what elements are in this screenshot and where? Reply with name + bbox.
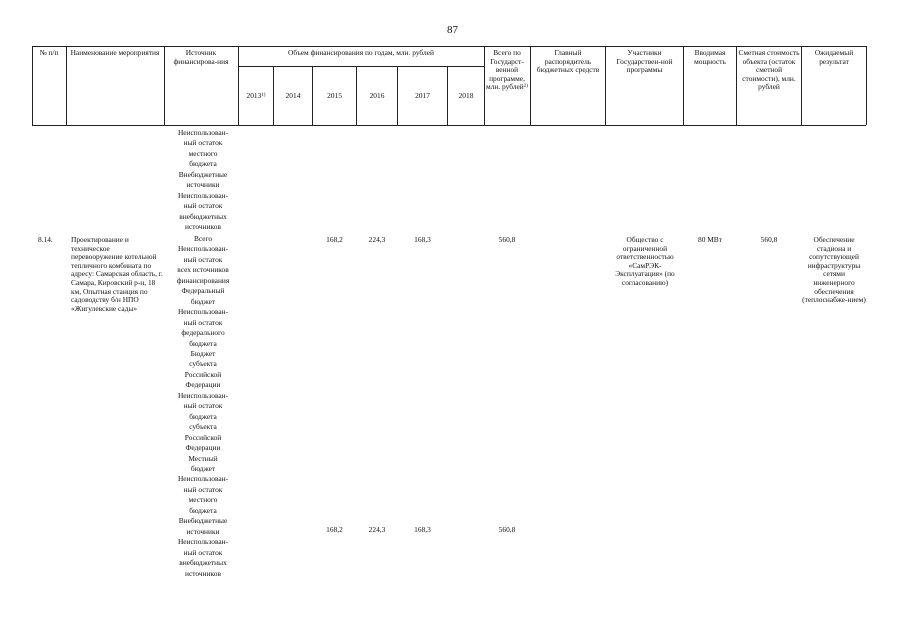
header-divider — [164, 46, 165, 125]
header-top-rule — [32, 46, 866, 47]
source-line: финансирования — [176, 275, 230, 285]
header-divider — [801, 46, 802, 125]
source-line: бюджета — [189, 411, 217, 421]
source-line: бюджета — [189, 338, 217, 348]
source-line: источников — [185, 222, 221, 232]
source-line: бюджет — [190, 296, 216, 306]
header-year-2013: 2013$^{1)}$ — [246, 91, 266, 100]
header-divider — [238, 46, 239, 125]
source-line: Неиспользован- — [177, 307, 229, 317]
source-line: федерального — [181, 328, 225, 338]
header-divider — [530, 46, 531, 125]
header-funding-group: Объем финансирования по годам, млн. рублей — [288, 48, 434, 57]
header-total: Всего по Государст-венной программе, млн. рублей$^{2)}$ — [486, 48, 528, 92]
header-year-2018: 2018 — [458, 91, 474, 100]
page-number: 87 — [447, 24, 458, 36]
value-extrabudget-total: 560,8 — [498, 525, 516, 534]
source-line: Внебюджетные — [178, 169, 228, 179]
header-estimate: Сметная стоимость объекта (остаток сметной стоимости), млн. рублей — [738, 48, 800, 92]
source-line: внебюджетных — [179, 211, 227, 221]
header-bottom-rule — [32, 125, 866, 126]
source-line: Неиспользован- — [177, 474, 229, 484]
source-line: источники — [186, 180, 220, 190]
value-2017-extrabudget: 168,3 — [414, 525, 431, 534]
header-divider — [683, 46, 684, 125]
row-number: 8.14. — [38, 235, 53, 244]
source-line: Неиспользован- — [177, 537, 229, 547]
header-num: № п/п — [39, 48, 59, 57]
source-line: Бюджет — [190, 348, 216, 358]
source-line: бюджета — [189, 159, 217, 169]
row-result: Обеспечение стадиона и сопутствующей инфраструктуры сетями инженерного обеспечения (теплоснабже-нием) — [802, 235, 866, 305]
source-line: источников — [185, 568, 221, 578]
header-divider — [866, 46, 867, 125]
source-line: ный остаток — [183, 484, 223, 494]
source-line: Неиспользован- — [177, 390, 229, 400]
source-line: местного — [188, 495, 218, 505]
source-line: Федеральный — [181, 286, 225, 296]
value-2015-total: 168,2 — [326, 235, 343, 244]
value-2017-total: 168,3 — [414, 235, 431, 244]
row-estimate: 560,8 — [760, 235, 778, 244]
source-line: Неиспользован- — [177, 190, 229, 200]
source-line: ный остаток — [183, 317, 223, 327]
row-capacity: 80 МВт — [698, 235, 722, 244]
value-2016-total: 224,3 — [368, 235, 386, 244]
source-line: ный остаток — [183, 138, 223, 148]
source-line: Неиспользован- — [177, 128, 229, 137]
source-line: ный остаток — [183, 201, 223, 211]
header-manager: Главный распорядитель бюджетных средств — [536, 48, 600, 75]
header-year-2014: 2014 — [285, 91, 301, 100]
header-participants: Участники Государствен-ной программы — [616, 48, 673, 75]
source-line: Российской — [184, 369, 222, 379]
source-line: источники — [186, 526, 220, 536]
header-divider — [66, 46, 67, 125]
header-divider — [736, 46, 737, 125]
source-line: бюджета — [189, 505, 217, 515]
source-line: Неиспользован- — [177, 244, 229, 254]
header-year-2016: 2016 — [369, 91, 385, 100]
source-line: Местный — [188, 453, 218, 463]
source-line: бюджет — [190, 463, 216, 473]
source-line: Всего — [193, 234, 213, 243]
source-line: ный остаток — [183, 547, 223, 557]
carryover-source-list — [162, 128, 244, 233]
row-name: Проектирование и техническое перевооружение котельной тепличного комбината по адресу: Самарская область, г. Самара, Кировский р-н, 18 км, Опытная станция по садоводству б/н НПО «Жигулевские сады» — [71, 235, 163, 313]
source-line: ный остаток — [183, 254, 223, 264]
source-line: Внебюджетные — [178, 516, 228, 526]
source-line: Федерации — [185, 380, 221, 390]
header-year-2015: 2015 — [327, 91, 342, 100]
header-year-2017: 2017 — [415, 91, 430, 100]
row-participant: Общество с ограниченной ответственностью «СамРЭК-Эксплуатация» (по согласованию) — [615, 235, 675, 287]
value-2015-extrabudget: 168,2 — [326, 525, 343, 534]
source-line: субъекта — [189, 359, 217, 369]
header-divider — [605, 46, 606, 125]
source-line: местного — [188, 148, 218, 158]
value-program-total: 560,8 — [498, 235, 516, 244]
header-result: Ожидаемый результат — [814, 48, 854, 66]
source-line: ный остаток — [183, 401, 223, 411]
source-line: Федерации — [185, 443, 221, 453]
header-capacity: Вводимая мощность — [694, 48, 726, 66]
source-line: субъекта — [189, 422, 217, 432]
value-2016-extrabudget: 224,3 — [368, 525, 386, 534]
row-source-list — [162, 234, 244, 579]
source-line: Российской — [184, 432, 222, 442]
source-line: внебюджетных — [179, 558, 227, 568]
source-line: всех источников — [177, 265, 229, 275]
header-name: Наименование мероприятия — [70, 48, 160, 57]
header-divider — [32, 46, 33, 125]
header-source: Источник финансирова-ния — [173, 48, 229, 66]
